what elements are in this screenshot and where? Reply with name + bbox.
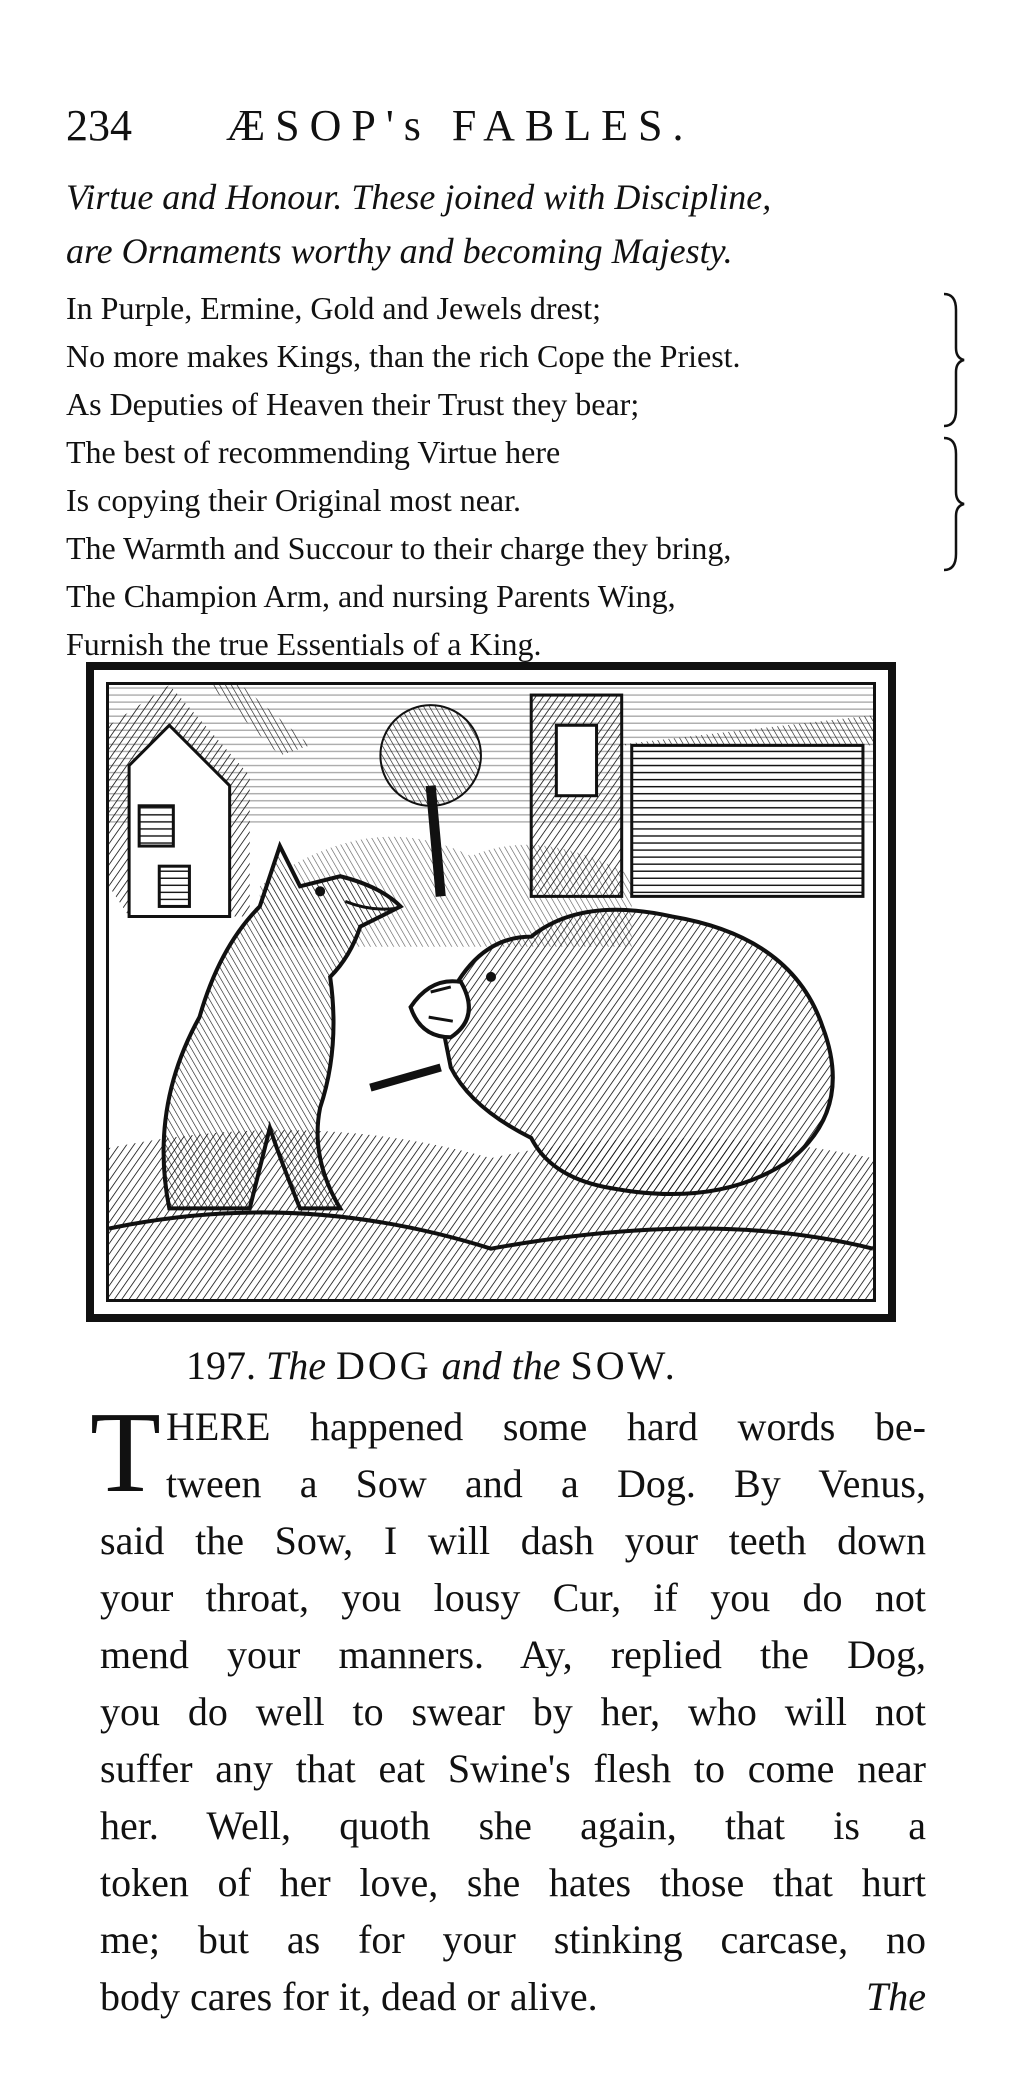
verse-line: The Warmth and Succour to their charge they bring, [66,530,732,566]
verse-line: Is copying their Original most near. [66,482,522,518]
text-line: said the Sow, I will dash your teeth down [100,1518,926,1563]
verse-block [66,284,966,668]
verse-line: Furnish the true Essentials of a King. [66,626,542,662]
text-line: her. Well, quoth she again, that is a [100,1803,926,1848]
text-line: token of her love, she hates those that hurt [100,1860,926,1905]
text-line: mend your manners. Ay, replied the Dog, [100,1632,926,1677]
text-line: suffer any that eat Swine's flesh to come near [100,1746,926,1791]
verse-line: In Purple, Ermine, Gold and Jewels drest; [66,290,601,326]
fable-number: 197. [186,1343,256,1388]
text-line: me; but as for your stinking carcase, no [100,1917,926,1962]
moral-line: are Ornaments worthy and becoming Majesty. [66,231,733,271]
dog-and-sow-woodcut [109,685,873,1299]
verse-line: The best of recommending Virtue here [66,434,561,470]
running-title: ÆSOP's FABLES. [226,101,694,150]
fable-text [90,1389,926,2025]
text-line: tween a Sow and a Dog. By Venus, [166,1461,926,1506]
page-number: 234 [66,101,132,150]
catchword: The [866,1974,926,2019]
verse-line: No more makes Kings, than the rich Cope the Priest. [66,338,741,374]
page-header [66,100,958,160]
fable-title [186,1342,678,1389]
triplet-bracket [942,434,966,574]
title-dog: DOG [336,1343,432,1388]
drop-cap: T [90,1389,161,1517]
moral-heading [66,170,966,278]
title-sow: SOW. [570,1343,678,1388]
text-line: you do well to swear by her, who will not [100,1689,926,1734]
woodcut-illustration [86,662,896,1322]
title-article: The [266,1343,326,1388]
triplet-bracket [942,290,966,430]
text-line: your throat, you lousy Cur, if you do not [100,1575,926,1620]
verse-line: The Champion Arm, and nursing Parents Wing, [66,578,676,614]
title-conjunction: and the [441,1343,561,1388]
text-line: body cares for it, dead or alive. [100,1974,598,2019]
text-line: HERE happened some hard words be- [166,1404,926,1449]
verse-line: As Deputies of Heaven their Trust they bear; [66,386,640,422]
moral-line: Virtue and Honour. These joined with Discipline, [66,177,772,217]
